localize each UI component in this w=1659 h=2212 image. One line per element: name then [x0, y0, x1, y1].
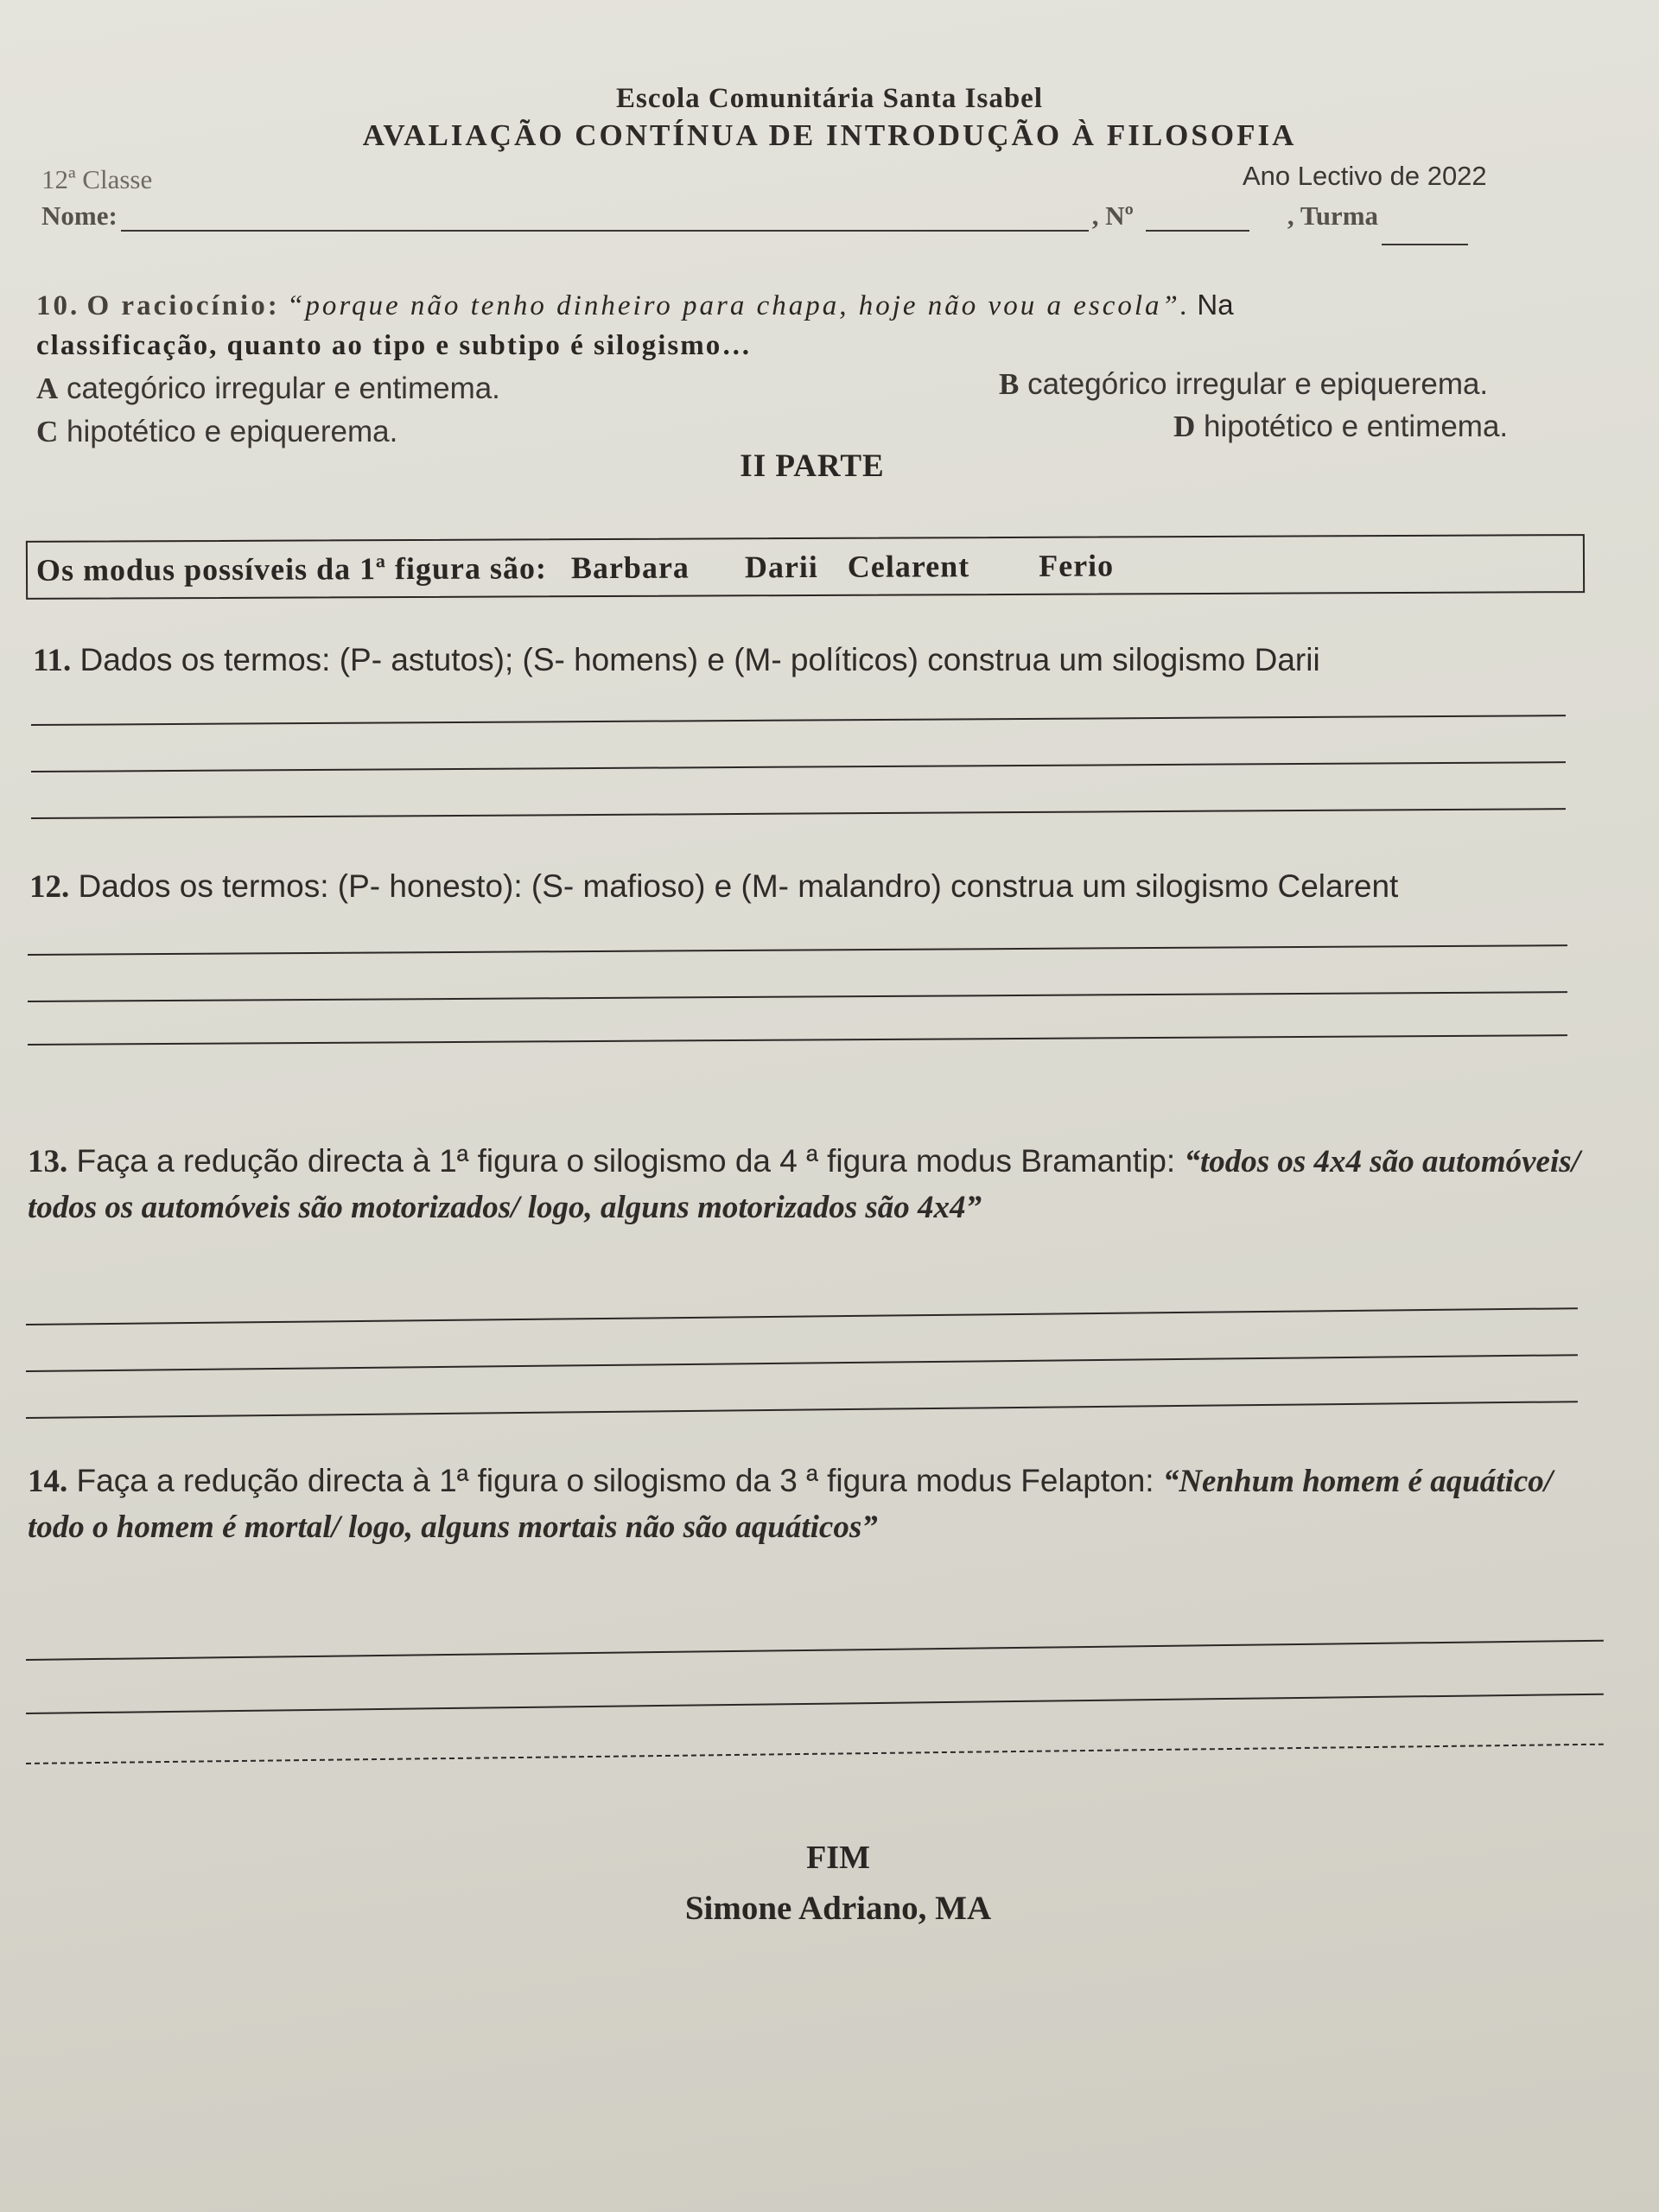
turma-label: , Turma — [1287, 200, 1379, 231]
modus-celarent: Celarent — [847, 549, 970, 584]
option-text: hipotético e epiquerema. — [67, 415, 398, 448]
name-label: Nome: — [41, 200, 118, 231]
school-name: Escola Comunitária Santa Isabel — [616, 83, 1043, 114]
answer-line[interactable] — [26, 1640, 1604, 1661]
number-blank[interactable] — [1146, 207, 1249, 232]
option-text: hipotético e entimema. — [1204, 410, 1509, 443]
q10-tail: Na — [1197, 289, 1234, 321]
option-text: categórico irregular e epiquerema. — [1027, 367, 1489, 401]
answer-line[interactable] — [31, 808, 1566, 819]
modus-darii: Darii — [744, 549, 818, 585]
option-letter: B — [999, 367, 1020, 401]
question-11 — [33, 638, 1588, 683]
number-label: , Nº — [1091, 200, 1134, 231]
option-text: categórico irregular e entimema. — [67, 372, 500, 405]
answer-line[interactable] — [28, 944, 1567, 956]
answer-line[interactable] — [28, 1034, 1567, 1046]
answer-line[interactable] — [26, 1401, 1578, 1419]
answer-line[interactable] — [26, 1354, 1578, 1372]
option-letter: A — [36, 372, 59, 405]
q10-number: 10. — [36, 290, 80, 321]
modus-box — [26, 534, 1585, 600]
student-info-row — [41, 200, 1471, 232]
answer-line[interactable] — [26, 1744, 1604, 1764]
q13-number: 13. — [28, 1144, 68, 1179]
option-letter: D — [1173, 410, 1196, 443]
q12-text: Dados os termos: (P- honesto): (S- mafioso) e (M- malandro) construa um silogismo Celarent — [78, 868, 1399, 904]
q13-text: Faça a redução directa à 1ª figura o silogismo da 4 ª figura modus Bramantip: — [76, 1143, 1176, 1179]
q14-quote: “Nenhum homem é aquático/ todo o homem é mortal/ logo, alguns mortais não são aquáticos” — [28, 1464, 1554, 1545]
q11-number: 11. — [33, 643, 72, 678]
q13-quote: “todos os 4x4 são automóveis/ todos os automóveis são motorizados/ logo, alguns motorizados são 4x4” — [28, 1144, 1580, 1225]
answer-line[interactable] — [31, 715, 1566, 726]
q10-option-d[interactable] — [1173, 410, 1508, 444]
q10-line2: classificação, quanto ao tipo e subtipo é silogismo… — [36, 330, 753, 361]
question-12 — [29, 864, 1585, 910]
question-13 — [28, 1139, 1583, 1230]
teacher-name: Simone Adriano, MA — [684, 1890, 992, 1927]
modus-ferio: Ferio — [1039, 548, 1115, 583]
q10-lead: O raciocínio: — [86, 290, 280, 321]
answer-line[interactable] — [31, 761, 1566, 772]
modus-barbara: Barbara — [570, 550, 690, 586]
q14-text: Faça a redução directa à 1ª figura o silogismo da 3 ª figura modus Felapton: — [76, 1463, 1154, 1498]
class-label: 12ª Classe — [41, 164, 153, 194]
turma-blank[interactable] — [1382, 221, 1468, 245]
q14-number: 14. — [28, 1464, 68, 1499]
end-marker: FIM — [806, 1840, 870, 1876]
name-blank[interactable] — [121, 207, 1089, 232]
answer-line[interactable] — [26, 1694, 1604, 1714]
part-two-heading: II PARTE — [740, 448, 885, 484]
answer-line[interactable] — [28, 991, 1567, 1002]
question-14 — [28, 1459, 1609, 1550]
option-letter: C — [36, 415, 59, 448]
exam-header — [0, 83, 1659, 153]
q10-quote: “porque não tenho dinheiro para chapa, hoje não vou a escola”. — [286, 290, 1191, 321]
question-10 — [36, 285, 1557, 365]
q11-text: Dados os termos: (P- astutos); (S- homens) e (M- políticos) construa um silogismo Darii — [79, 642, 1320, 677]
q10-option-b[interactable] — [999, 367, 1488, 402]
q12-number: 12. — [29, 869, 70, 905]
q10-option-c[interactable] — [36, 415, 397, 449]
school-year: Ano Lectivo de 2022 — [1243, 161, 1487, 191]
exam-title: AVALIAÇÃO CONTÍNUA DE INTRODUÇÃO À FILOSOFIA — [362, 118, 1297, 152]
modus-label: Os modus possíveis da 1ª figura são: — [35, 550, 547, 588]
q10-option-a[interactable] — [36, 372, 500, 406]
answer-line[interactable] — [26, 1307, 1578, 1325]
